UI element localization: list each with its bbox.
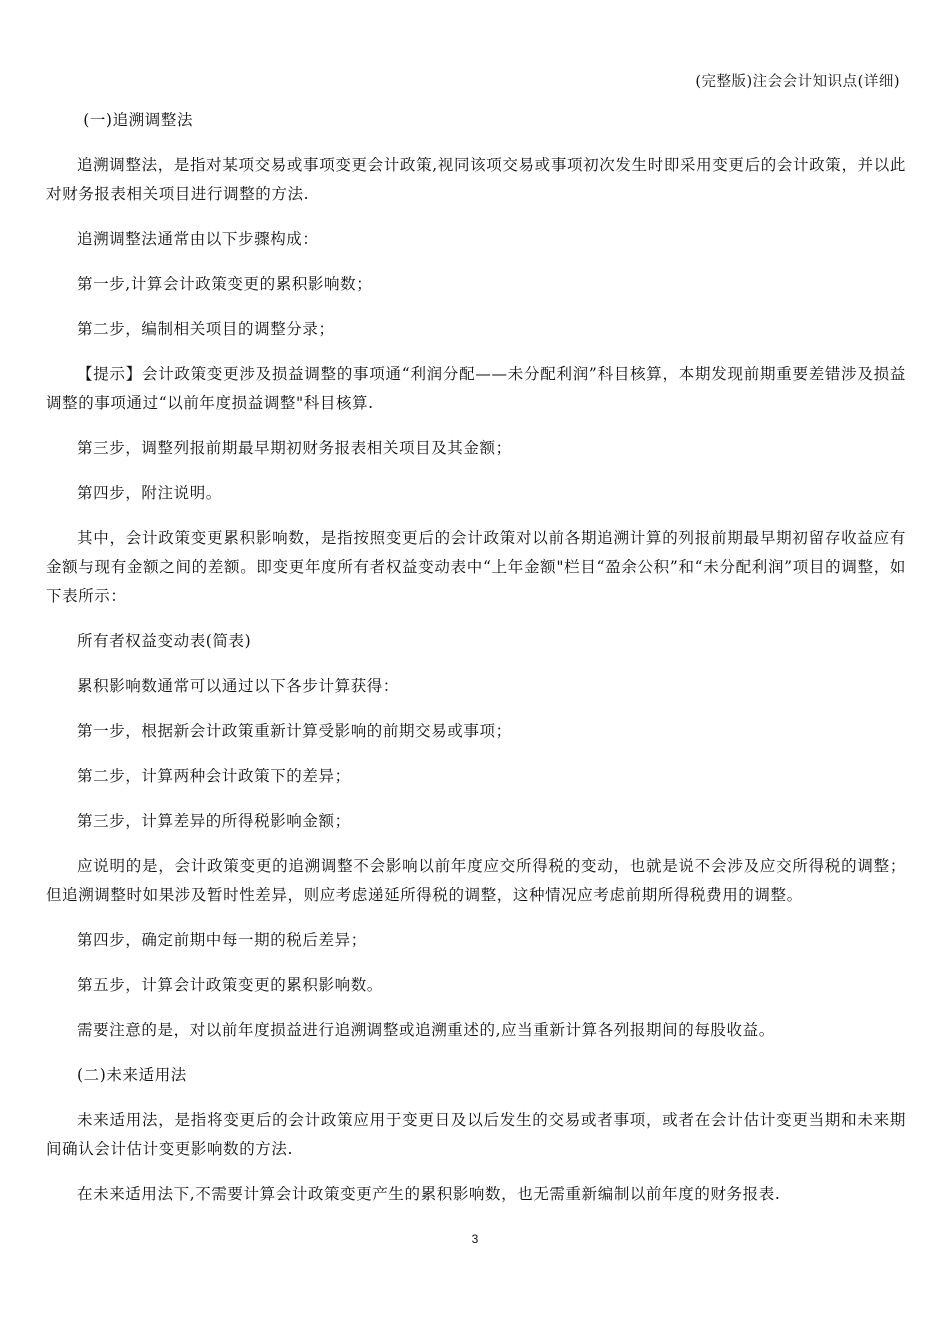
paragraph-calc-intro: 累积影响数通常可以通过以下各步计算获得： xyxy=(77,677,400,695)
paragraph-calc-step-2: 第二步，计算两种会计政策下的差异； xyxy=(77,767,351,785)
paragraph-steps-intro: 追溯调整法通常由以下步骤构成： xyxy=(77,230,319,248)
paragraph-eps-note: 需要注意的是，对以前年度损益进行追溯调整或追溯重述的,应当重新计算各列报期间的每股收益。 xyxy=(77,1021,775,1039)
paragraph-calc-step-3: 第三步，计算差异的所得税影响金额； xyxy=(77,812,351,830)
paragraph-cumulative-effect: 其中，会计政策变更累积影响数，是指按照变更后的会计政策对以前各期追溯计算的列报前期最早期初留存收益应有金额与现有金额之间的差额。即变更年度所有者权益变动表中“上年金额"栏目“盈余公积”和“未分配利润”项目的调整，如下表所示： xyxy=(46,529,906,605)
section-heading-retrospective: (一)追溯调整法 xyxy=(83,111,194,129)
document-body xyxy=(46,106,906,1225)
paragraph-retrospective-definition: 追溯调整法，是指对某项交易或事项变更会计政策,视同该项交易或事项初次发生时即采用变更后的会计政策，并以此对财务报表相关项目进行调整的方法. xyxy=(46,156,906,203)
paragraph-calc-step-5: 第五步，计算会计政策变更的累积影响数。 xyxy=(77,976,383,994)
section-heading-prospective: (二)未来适用法 xyxy=(77,1066,187,1084)
paragraph-step-2: 第二步，编制相关项目的调整分录； xyxy=(77,320,335,338)
running-header: (完整版)注会会计知识点(详细) xyxy=(695,74,900,90)
paragraph-step-3: 第三步，调整列报前期最早期初财务报表相关项目及其金额； xyxy=(77,439,512,457)
paragraph-step-1: 第一步,计算会计政策变更的累积影响数； xyxy=(77,275,373,293)
paragraph-calc-step-4: 第四步，确定前期中每一期的税后差异； xyxy=(77,931,367,949)
paragraph-prospective-definition: 未来适用法，是指将变更后的会计政策应用于变更日及以后发生的交易或者事项，或者在会计估计变更当期和未来期间确认会计估计变更影响数的方法. xyxy=(46,1111,906,1158)
paragraph-table-caption: 所有者权益变动表(简表) xyxy=(77,632,252,650)
paragraph-tip: 【提示】会计政策变更涉及损益调整的事项通“利润分配——未分配利润”科目核算，本期发现前期重要差错涉及损益调整的事项通过“以前年度损益调整"科目核算. xyxy=(46,365,906,412)
paragraph-step-4: 第四步，附注说明。 xyxy=(77,484,222,502)
paragraph-calc-step-1: 第一步，根据新会计政策重新计算受影响的前期交易或事项； xyxy=(77,722,512,740)
paragraph-tax-note: 应说明的是，会计政策变更的追溯调整不会影响以前年度应交所得税的变动，也就是说不会涉及应交所得税的调整；但追溯调整时如果涉及暂时性差异，则应考虑递延所得税的调整，这种情况应考虑前期所得税费用的调整。 xyxy=(46,857,906,904)
page-number: 3 xyxy=(471,1232,479,1246)
paragraph-prospective-note: 在未来适用法下,不需要计算会计政策变更产生的累积影响数，也无需重新编制以前年度的财务报表. xyxy=(77,1185,781,1203)
